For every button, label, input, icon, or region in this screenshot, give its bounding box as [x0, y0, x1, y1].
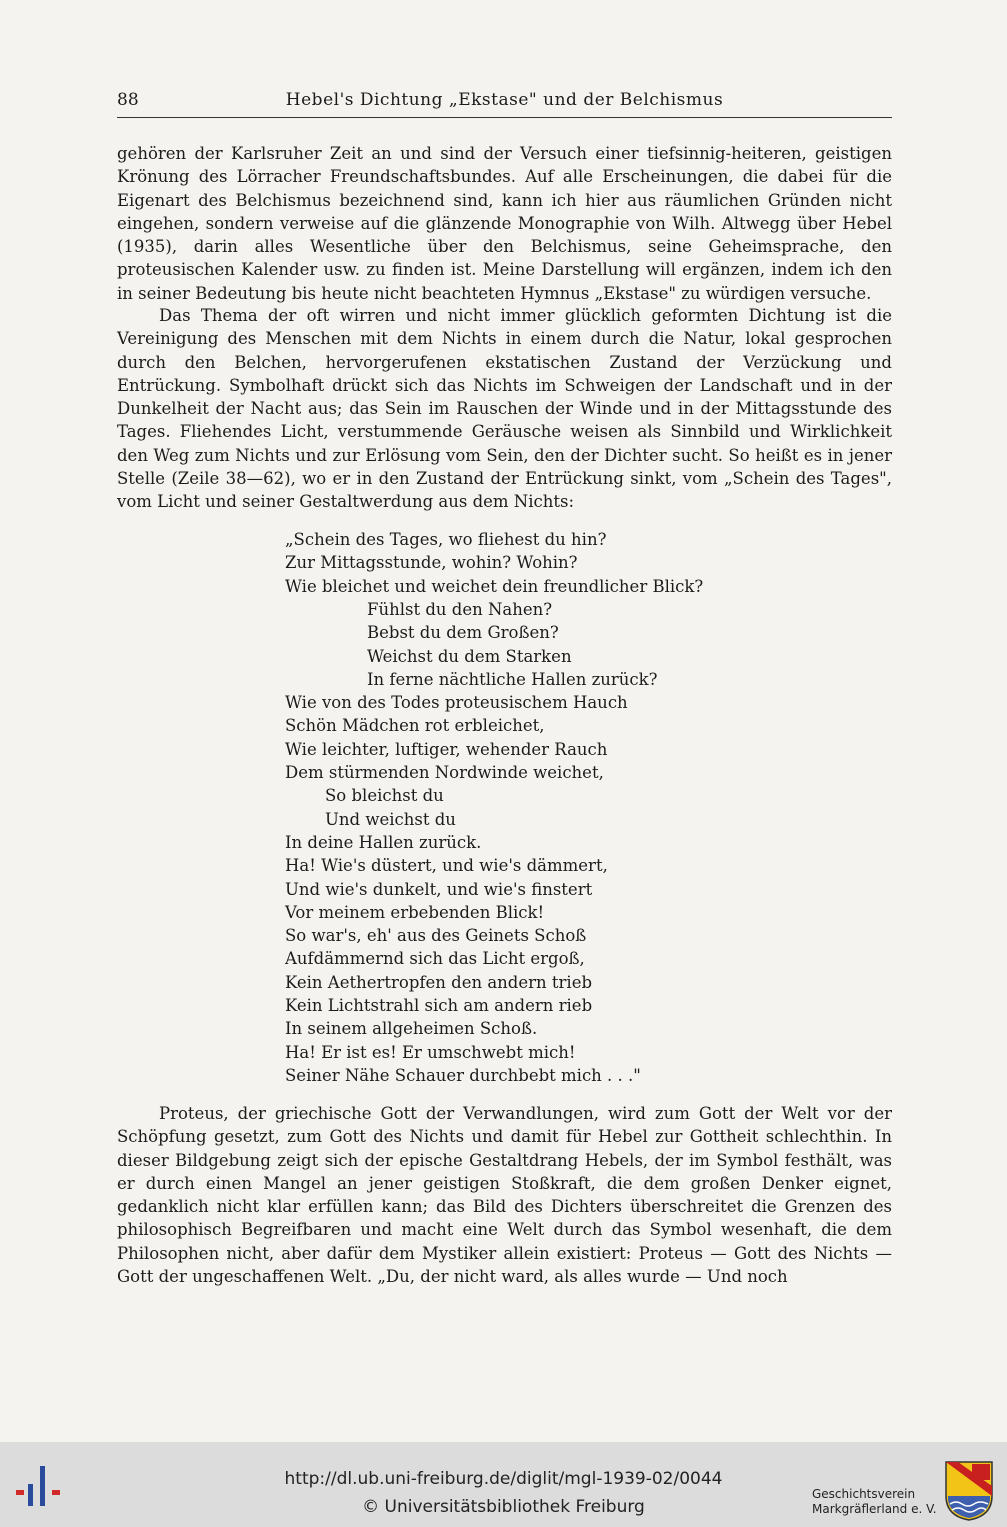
org-line-1: Geschichtsverein [812, 1487, 916, 1501]
organization-name [812, 1487, 937, 1517]
poem-line: Weichst du dem Starken [367, 646, 572, 666]
poem-line: Vor meinem erbebenden Blick! [285, 902, 545, 922]
page-number: 88 [117, 90, 139, 110]
header-rule [117, 117, 892, 118]
poem-line: Wie von des Todes proteusischem Hauch [285, 693, 628, 713]
poem-line: Und wie's dunkelt, und wie's finstert [285, 879, 593, 899]
poem-line: „Schein des Tages, wo fliehest du hin? [285, 530, 607, 549]
poem-line: Wie bleichet und weichet dein freundlicher Blick? [285, 576, 704, 596]
poem-line: Schön Mädchen rot erbleichet, [285, 716, 545, 736]
poem-line: So war's, eh' aus des Geinets Schoß [285, 926, 587, 946]
poem-line: Wie leichter, luftiger, wehender Rauch [285, 739, 608, 759]
poem-line: In deine Hallen zurück. [285, 832, 482, 852]
paragraph-3: Proteus, der griechische Gott der Verwandlungen, wird zum Gott der Welt vor der Schöpfung gesetzt, zum Gott des Nichts und damit für Hebel zur Gottheit schlechthin. In dieser Bildgebung zeigt sich der epische Gestaltdrang Hebels, der im Symbol festhält, was er durch einen Mangel an jener geistigen Stoßkraft, die dem großen Denker eignet, gedanklich nicht klar erfüllen kann; das Bild des Dichters überschreitet die Grenzen des philosophisch Begreifbaren und macht eine Welt durch das Symbol wesenhaft, die dem Philosophen nicht, aber dafür dem Mystiker allein existiert: Proteus — Gott des Nichts — Gott der ungeschaffenen Welt. „Du, der nicht ward, als alles wurde — Und noch [117, 1104, 892, 1287]
running-title: Hebel's Dichtung „Ekstase" und der Belchismus [285, 90, 724, 110]
org-line-2: Markgräflerland e. V. [812, 1502, 937, 1516]
poem-line: So bleichst du [325, 786, 444, 806]
running-header [117, 90, 892, 114]
poem-line: Aufdämmernd sich das Licht ergoß, [285, 949, 585, 969]
poem-line: In seinem allgeheimen Schoß. [285, 1019, 538, 1039]
copyright-text: © Universitätsbibliothek Freiburg [362, 1497, 645, 1517]
poem-line: Zur Mittagsstunde, wohin? Wohin? [285, 553, 578, 573]
poem-line: Bebst du dem Großen? [367, 623, 559, 643]
poem-line: Ha! Wie's düstert, und wie's dämmert, [285, 856, 608, 876]
poem-line: Und weichst du [325, 809, 456, 829]
poem-line: Ha! Er ist es! Er umschwebt mich! [285, 1042, 576, 1062]
permalink-url[interactable]: http://dl.ub.uni-freiburg.de/diglit/mgl-1939-02/0044 [284, 1469, 723, 1489]
coat-of-arms-icon [944, 1460, 994, 1522]
poem-line: In ferne nächtliche Hallen zurück? [367, 669, 658, 689]
poem-line: Fühlst du den Nahen? [367, 599, 553, 619]
poem-line: Dem stürmenden Nordwinde weichet, [285, 763, 604, 782]
poem-line: Seiner Nähe Schauer durchbebt mich . . ." [285, 1065, 641, 1085]
poem-line: Kein Lichtstrahl sich am andern rieb [285, 996, 593, 1015]
paragraph-1: gehören der Karlsruher Zeit an und sind der Versuch einer tiefsinnig-heiteren, geistigen Krönung des Lörracher Freundschaftsbundes. Auf alle Erscheinungen, die dabei für die Eigenart des Belchismus bezeichnend sind, kann ich hier aus räumlichen Gründen nicht eingehen, sondern verweise auf die glänzende Monographie von Wilh. Altwegg über Hebel (1935), darin alles Wesentliche über den Belchismus, seine Geheimsprache, den proteusischen Kalender usw. zu finden ist. Meine Darstellung will ergänzen, indem ich den in seiner Bedeutung bis heute nicht beachteten Hymnus „Ekstase" zu würdigen versuche. [117, 144, 892, 303]
viewer-footer [0, 1442, 1007, 1527]
poem-line: Kein Aethertropfen den andern trieb [285, 972, 593, 992]
paragraph-2: Das Thema der oft wirren und nicht immer glücklich geformten Dichtung ist die Vereinigung des Menschen mit dem Nichts in einem durch die Natur, lokal gesprochen durch den Belchen, hervorgerufenen ekstatischen Zustand der Verzückung und Entrückung. Symbolhaft drückt sich das Nichts im Schweigen der Landschaft und in der Dunkelheit der Nacht aus; das Sein im Rauschen der Winde und in der Mittagsstunde des Tages. Fliehendes Licht, verstummende Geräusche weisen als Sinnbild und Wirklichkeit den Weg zum Nichts und zur Erlösung vom Sein, den der Dichter sucht. So heißt es in jener Stelle (Zeile 38—62), wo er in den Zustand der Entrückung sinkt, vom „Schein des Tages", vom Licht und seiner Gestaltwerdung aus dem Nichts: [117, 306, 892, 512]
